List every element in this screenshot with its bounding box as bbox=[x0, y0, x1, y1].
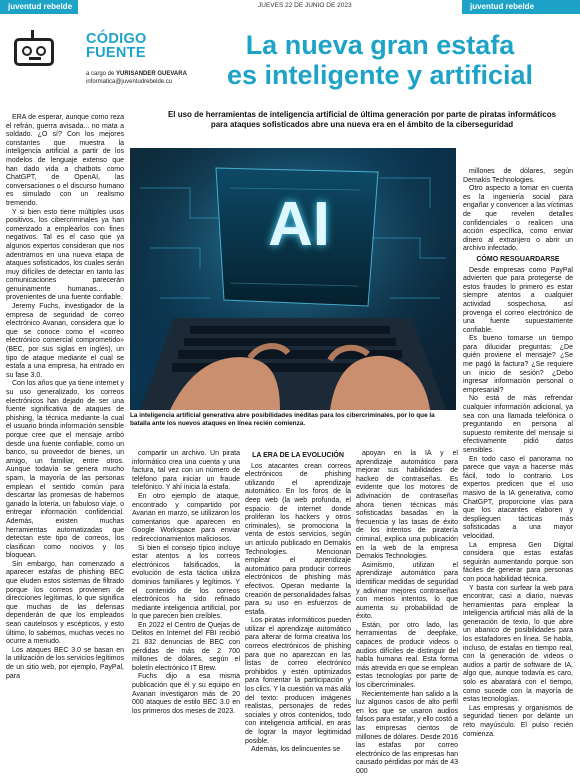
deck-subtitle: El uso de herramientas de inteligencia artificial de última generación por parte de piratas informáticos para ataques sofisticados abre una nueva era en el ámbito de la ciberseguridad bbox=[167, 110, 557, 129]
headline-line: es inteligente y artificial bbox=[226, 60, 534, 90]
robot-logo-icon bbox=[14, 38, 54, 66]
paragraph: Sin embargo, han comenzado a aparecer estafas de phishing BEC que eluden estos sistemas de filtrado porque los correos provienen de direcciones legítimas, lo que significa que muchas de las defensas dependerán de que los empleados sean cautelosos y escépticos, y esto último, lo sabemos, muchas veces no ocurre a menudo. bbox=[6, 560, 124, 646]
paragraph: Asimismo, utilizan el aprendizaje automático para identificar medidas de seguridad y adivinar mejores contraseñas con menos intentos, lo que aumenta su probabilidad de éxito. bbox=[356, 561, 458, 621]
screen-ai-text: AI bbox=[268, 190, 330, 259]
paragraph: Es bueno tomarse un tiempo para dilucidar preguntas: ¿De quién proviene el mensaje? ¿Se me pagó la factura? ¿Se requiere un inicio de sesión? ¿Debo ingresar información personal o empresarial? bbox=[463, 335, 573, 394]
text-column-4 bbox=[356, 450, 458, 775]
author-name: YURISANDER GUEVARA bbox=[116, 71, 187, 77]
photo-caption: La inteligencia artificial generativa abre posibilidades inéditas para los cibercriminales, por lo que la batalla ante los nuevos ataques en línea recién comienza. bbox=[130, 412, 435, 427]
text-column-5 bbox=[463, 168, 573, 736]
paragraph: apoyan en la IA y el aprendizaje automático para mejorar sus habilidades de hackeo de contraseñas. Es evidente que los motores de adivinación de contraseñas ahora tienen técnicas más sofisticadas basadas en la frecuencia y las tasas de éxito de los intentos de piratería criminal, explica una publicación en la web de la empresa Demakis Technologies. bbox=[356, 450, 458, 561]
brand-label-left: juventud rebelde bbox=[0, 0, 78, 14]
paragraph: Recientemente han salido a la luz algunos casos de alto perfil en los que se usaron audios falsos para estafar, y ello costó a las empresas cientos de millones de dólares. Desde 2016 las estafas por correo electrónico de las empresas han causado pérdidas por más de 43 000 bbox=[356, 690, 458, 775]
byline-prefix: a cargo de bbox=[86, 71, 115, 77]
paragraph: millones de dólares, según Demakis Technologies. bbox=[463, 168, 573, 184]
laptop-ai-illustration bbox=[130, 148, 456, 410]
paragraph: Los atacantes crean correos electrónicos de phishing utilizando el aprendizaje automático. En los foros de la deep web (la web profunda, el espacio de internet donde proliferan los hackers y otros criminales), se promociona la venta de estos servicios, según un artículo publicado en Demakis Technologies. Mencionan emplear el aprendizaje automático para producir correos electrónicos de phishing más efectivos. Operan mediante la creación de personalidades falsas para su uso en esfuerzos de estafa. bbox=[245, 462, 351, 616]
paragraph: Con los años que ya tiene internet y su uso generalizado, los correos electrónicos han dejado de ser una fuente significativa de ataques de phishing, la técnica mediante la cual el usuario brinda información sensible porque cree que el mensaje arribó desde una fuente confiable, como un banco, su proveedor de bienes, un amigo, un familiar, entre otros. Aunque todavía se genera mucho spam, la mayoría de las personas emplean el sentido común para descartar las promesas de habernos ganado la lotería, un fabuloso viaje, o entregar información confidencial. Además, existen muchas herramientas automatizadas que detectan este tipo de correos, los clasifican como nocivos y los bloquean. bbox=[6, 380, 124, 560]
paragraph: En 2022 el Centro de Quejas de Delitos en Internet del FBI recibió 21 832 denuncias de BEC con pérdidas de más de 2 700 millones de dólares, según el boletín electrónico IT Brew. bbox=[132, 621, 240, 672]
paragraph: compartir un archivo. Un pirata informático crea una cuenta y una factura, tal vez con un número de teléfono para iniciar un fraude telefónico. Y ahí inicia la estafa. bbox=[132, 450, 240, 492]
article-photo bbox=[130, 148, 456, 410]
paragraph: Están, por otro lado, las herramientas de deepfake, capaces de producir videos o audios difíciles de distinguir del habla humana real. Esta forma más atrevida en que se emplean estas tecnologías por parte de los cibercriminales. bbox=[356, 621, 458, 690]
paragraph: Las empresas y organismos de seguridad tienen por delante un reto mayúsculo. El pulso recién comienza. bbox=[463, 704, 573, 738]
section-subhead: LA ERA DE LA EVOLUCIÓN bbox=[252, 452, 344, 459]
paragraph: Otro aspecto a tomar en cuenta es la ingeniería social para engañar y convencer a las víctimas de que revelen detalles confidenciales o realicen una acción específica, como enviar dinero al extranjero o abrir un archivo infectado. bbox=[463, 185, 573, 253]
paragraph: Desde empresas como PayPal advierten que para protegerse de estos fraudes lo primero es estar siempre atentos a cualquier actividad sospechosa, así provenga el correo electrónico de una fuente supuestamente confiable. bbox=[463, 266, 573, 334]
byline bbox=[86, 71, 187, 86]
headline bbox=[194, 30, 566, 90]
paragraph: Jeremy Fuchs, investigador de la empresa de seguridad de correo electrónico Avanan, considera que lo que se conoce como el «correo electrónico comercial comprometido» (BEC, por sus siglas en inglés), un tipo de ataque mediante el cual se estafa a una empresa, ha entrado en su fase 3.0. bbox=[6, 303, 124, 379]
robot-eye-icon bbox=[36, 46, 46, 56]
robot-mouth-icon bbox=[29, 57, 41, 60]
paragraph: No está de más refrendar cualquier información adicional, ya sea con una llamada telefónica o preguntando en persona al supuesto remitente del mensaje si efectivamente pidió datos sensibles. bbox=[463, 395, 573, 454]
text-column-2 bbox=[132, 450, 240, 736]
issue-date: JUEVES 22 DE JUNIO DE 2023 bbox=[258, 2, 352, 9]
paragraph: En todo caso el panorama no parece que vaya a hacerse más fácil, todo lo contrario. Los expertos predicen que el uso masivo de la IA generativa, como ChatGPT, proporcione vías para que los atacantes elaboren y desplieguen tácticas más sofisticadas a una mayor velocidad. bbox=[463, 455, 573, 540]
paragraph: Fuchs dijo a esa misma publicación que él y su equipo en Avanan investigaron más de 20 000 ataques de estilo BEC 3.0 en los primeros dos meses de 2023. bbox=[132, 673, 240, 715]
column-title-line: FUENTE bbox=[86, 45, 146, 61]
paragraph: En otro ejemplo de ataque, encontrado y compartido por Avanan en marzo, se utilizaron los comentarios que aparecen en Google Workspace para enviar redireccionamientos maliciosos. bbox=[132, 492, 240, 543]
author-email: informatica@juventudrebelde.cu bbox=[86, 78, 173, 85]
text-column-3 bbox=[245, 450, 351, 754]
paragraph: Y si bien esto tiene múltiples usos positivos, los cibercriminales ya han comenzado a emplearlos con fines negativos. Tal es el caso que ya algunos expertos consideran que nos adentramos en una nueva etapa de ataques sofisticados, los cuales serán muy difíciles de detectar en tanto las comunicaciones parecerán genuinamente humanas... o provenientes de una fuente confiable. bbox=[6, 208, 124, 302]
robot-eye-icon bbox=[22, 46, 32, 56]
column-title bbox=[86, 32, 147, 60]
paragraph: Si bien el consejo típico incluye estar atentos a los correos electrónicos falsificados, la evolución de esta táctica utiliza dominios familiares y legítimos. Y el contenido de los correos electrónicos ha sido refinado mediante inteligencia artificial, por lo que parecen bien creíbles. bbox=[132, 544, 240, 621]
brand-label-right: juventud rebelde bbox=[462, 0, 580, 14]
column-title-line: CÓDIGO bbox=[86, 31, 147, 47]
text-column-1 bbox=[6, 114, 124, 736]
paragraph: Los piratas informáticos pueden utilizar el aprendizaje automático para alterar de forma creativa los correos electrónicos de phishing para que no aparezcan en las listas de correo electrónico prohibidos y estén optimizados para fomentar la participación y los clics. Y la cuestión va más allá del texto: producen imágenes realistas, personajes de redes sociales y otros contenidos, todo con inteligencia artificial, en aras de lograr la mayor legitimidad posible. bbox=[245, 617, 351, 745]
paragraph: Además, los delincuentes se bbox=[251, 746, 341, 754]
page-header bbox=[0, 0, 580, 14]
paragraph: Y basta con surfear la web para encontrar, casi a diario, nuevas herramientas para emplear la inteligencia artificial más allá de la generación de texto, lo que abre un abanico de posibilidades para los estafadores en línea. Se habla, incluso, de estafas en tiempo real, con la generación de videos o audios a partir de software de IA, algo que, aunque todavía es caro, solo es abaratará con el tiempo, como sucede con la mayoría de estas tecnologías. bbox=[463, 584, 573, 704]
paragraph: Los ataques BEC 3.0 se basan en la utilización de los servicios legítimos de un sitio web, por ejemplo, PayPal, para bbox=[6, 646, 124, 680]
section-subhead: CÓMO RESGUARDARSE bbox=[476, 255, 560, 263]
paragraph: La empresa Gen Digital considera que estas estafas seguirán aumentando porque son fáciles de generar para personas con poca habilidad técnica. bbox=[463, 541, 573, 583]
headline-line: La nueva gran estafa bbox=[245, 30, 515, 60]
paragraph: ERA de esperar, aunque como reza el refrán, guerra avisada... no mata a soldado. ¿O sí? Con los mejores constantes que muestra la inteligencia artificial a partir de los modelos de lenguaje extenso que han dado vida a chatbots como ChatGPT, de OpenAI, las conversaciones o el discurso humano es simulado con un realismo tremendo. bbox=[6, 114, 124, 207]
